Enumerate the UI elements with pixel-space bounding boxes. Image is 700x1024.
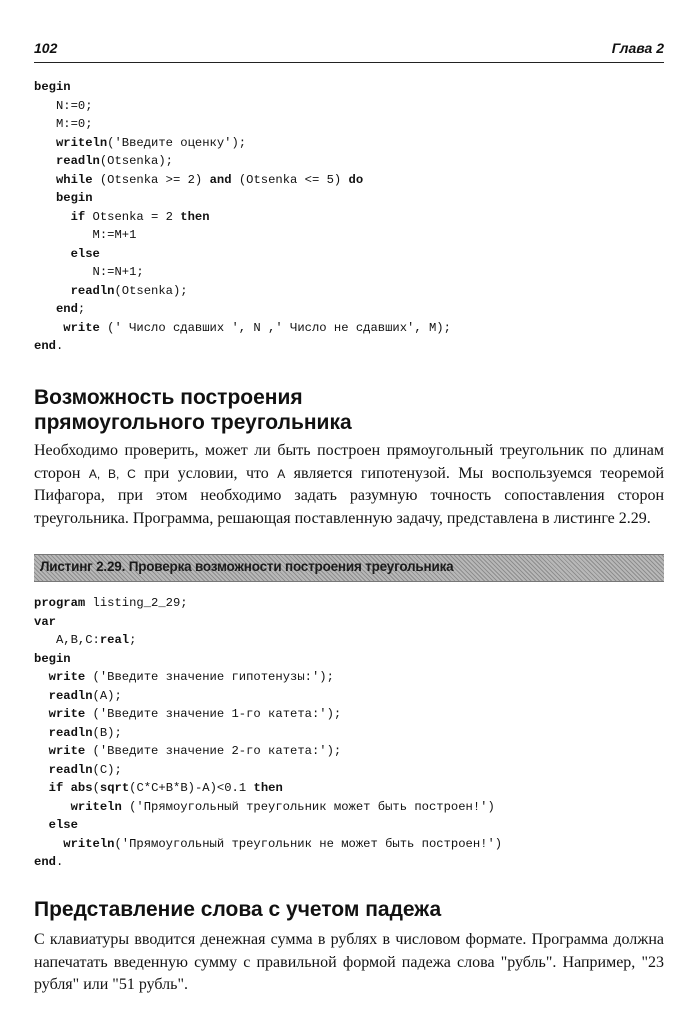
code-line xyxy=(34,337,451,356)
code-keyword: if xyxy=(70,209,86,224)
code-line xyxy=(34,724,502,743)
code-text: ('Введите значение 2-го катета:'); xyxy=(85,744,342,758)
code-text xyxy=(34,707,49,721)
code-text: (C*C+B*B)-A)<0.1 xyxy=(129,781,254,795)
code-text: (' Число сдавших ', N ,' Число не сдавших', M); xyxy=(99,320,451,335)
code-keyword: readln xyxy=(70,283,115,298)
code-keyword: begin xyxy=(34,651,71,666)
code-keyword: var xyxy=(34,614,56,629)
code-keyword: begin xyxy=(55,191,93,205)
code-keyword: write xyxy=(48,670,86,684)
code-line xyxy=(34,816,502,835)
code-text xyxy=(34,302,56,316)
code-text: M:=M+1 xyxy=(34,228,137,242)
code-keyword: readln xyxy=(55,154,100,168)
code-line xyxy=(34,134,451,153)
code-text: M:=0; xyxy=(34,117,93,131)
code-text xyxy=(34,670,49,684)
code-keyword: end xyxy=(55,302,78,316)
code-text xyxy=(63,781,70,795)
code-text xyxy=(34,173,56,187)
code-line xyxy=(34,319,451,338)
code-keyword: end xyxy=(34,855,56,869)
code-keyword: sqrt xyxy=(99,781,130,795)
paragraph-text: Необходимо проверить, может ли быть построен прямоугольный треугольник по длинам сторон xyxy=(34,442,664,482)
code-text xyxy=(34,136,56,150)
code-block-listing-2-29 xyxy=(34,594,502,872)
code-line xyxy=(34,263,451,282)
code-text xyxy=(34,210,71,224)
code-keyword: then xyxy=(180,209,210,224)
code-line xyxy=(34,300,451,319)
code-line xyxy=(34,687,502,706)
section-title-line1: Возможность построения xyxy=(34,386,303,409)
code-text xyxy=(34,818,49,832)
code-keyword: program xyxy=(34,596,86,610)
code-text: listing_2_29; xyxy=(85,596,188,610)
code-text: ( xyxy=(92,781,100,795)
listing-caption-bar xyxy=(34,554,664,582)
code-text: (Otsenka); xyxy=(99,154,173,168)
code-keyword: writeln xyxy=(55,135,108,150)
code-text: . xyxy=(55,855,64,869)
code-keyword: while xyxy=(55,172,93,187)
code-keyword: write xyxy=(48,744,86,758)
code-text: Otsenka = 2 xyxy=(85,209,181,224)
section-title-triangle xyxy=(34,385,352,435)
code-line xyxy=(34,208,451,227)
page-header xyxy=(34,38,664,63)
code-text: N:=N+1; xyxy=(34,265,144,279)
code-text xyxy=(34,837,63,851)
code-text: ; xyxy=(77,302,86,316)
code-text: (Otsenka >= 2) xyxy=(92,172,210,187)
code-keyword: readln xyxy=(48,688,93,703)
code-text: ('Прямоугольный треугольник не может быть построен!') xyxy=(114,836,503,851)
code-text: A,B,C: xyxy=(34,633,100,647)
code-text xyxy=(34,689,49,703)
code-line xyxy=(34,835,502,854)
code-text xyxy=(34,321,63,335)
code-line xyxy=(34,189,451,208)
code-text xyxy=(34,247,71,261)
section-title-case: Представление слова с учетом падежа xyxy=(34,898,442,921)
code-keyword: writeln xyxy=(63,836,115,851)
code-line xyxy=(34,245,451,264)
code-text: (A); xyxy=(92,688,122,703)
paragraph-text: при условии, что xyxy=(135,464,278,482)
code-line xyxy=(34,705,502,724)
code-line xyxy=(34,761,502,780)
code-line xyxy=(34,594,502,613)
code-text xyxy=(34,781,49,795)
code-keyword: then xyxy=(253,781,283,795)
code-line xyxy=(34,613,502,632)
code-text: ('Введите значение гипотенузы:'); xyxy=(85,670,334,684)
code-keyword: begin xyxy=(34,80,71,94)
code-text xyxy=(34,763,49,777)
code-text: ('Введите значение 1-го катета:'); xyxy=(85,707,342,721)
code-keyword: readln xyxy=(48,725,93,740)
code-line xyxy=(34,152,451,171)
code-text xyxy=(34,744,49,758)
code-keyword: write xyxy=(63,320,100,335)
code-line xyxy=(34,115,451,134)
code-line xyxy=(34,631,502,650)
code-line xyxy=(34,742,502,761)
code-line xyxy=(34,171,451,190)
code-keyword: else xyxy=(70,246,100,261)
code-keyword: real xyxy=(99,633,130,647)
code-line xyxy=(34,282,451,301)
variable-name: A, B, C xyxy=(88,466,136,481)
code-text xyxy=(34,154,56,168)
code-text xyxy=(34,800,71,814)
code-keyword: do xyxy=(348,172,364,187)
code-text xyxy=(34,726,49,740)
code-keyword: else xyxy=(48,818,78,832)
code-line xyxy=(34,779,502,798)
code-line xyxy=(34,97,451,116)
code-text: ('Прямоугольный треугольник может быть построен!') xyxy=(121,799,495,814)
code-line xyxy=(34,853,502,872)
code-keyword: readln xyxy=(48,762,93,777)
code-line xyxy=(34,668,502,687)
intro-paragraph-triangle xyxy=(34,440,664,530)
code-text: ; xyxy=(129,633,137,647)
code-text: (C); xyxy=(92,762,122,777)
code-keyword: if xyxy=(48,781,64,795)
section-title-line2: прямоугольного треугольника xyxy=(34,411,352,434)
code-text: N:=0; xyxy=(34,98,93,113)
variable-name: A xyxy=(277,466,286,481)
intro-paragraph-case: С клавиатуры вводится денежная сумма в рублях в числовом формате. Программа должна напечатать введенную сумму с правильной формой падежа слова "рубль". Например, "23 рубля" или "51 рубль". xyxy=(34,931,664,993)
listing-title: Листинг 2.29. Проверка возможности построения треугольника xyxy=(40,559,454,574)
code-block-grades xyxy=(34,78,451,356)
code-keyword: end xyxy=(34,339,56,353)
page-number: 102 xyxy=(34,40,58,56)
code-text: (Otsenka); xyxy=(114,283,188,298)
code-text xyxy=(34,284,71,298)
code-text: (B); xyxy=(92,725,122,740)
code-keyword: write xyxy=(48,707,86,721)
code-line xyxy=(34,78,451,97)
code-text: . xyxy=(55,339,64,353)
code-keyword: writeln xyxy=(70,799,122,814)
paragraph-text: является гипотенузой. Мы воспользуемся теоремой Пифагора, при этом необходимо задать разумную точность сопоставления сторон треугольника. Программа, решающая поставленную задачу, представлена в листинге 2.29. xyxy=(34,464,665,527)
chapter-label: Глава 2 xyxy=(611,40,664,56)
code-text: ('Введите оценку'); xyxy=(107,135,247,150)
code-keyword: and xyxy=(209,172,232,187)
code-line xyxy=(34,226,451,245)
code-line xyxy=(34,650,502,669)
code-text: (Otsenka <= 5) xyxy=(231,172,349,187)
code-text xyxy=(34,191,56,205)
code-line xyxy=(34,798,502,817)
code-keyword: abs xyxy=(70,781,93,795)
